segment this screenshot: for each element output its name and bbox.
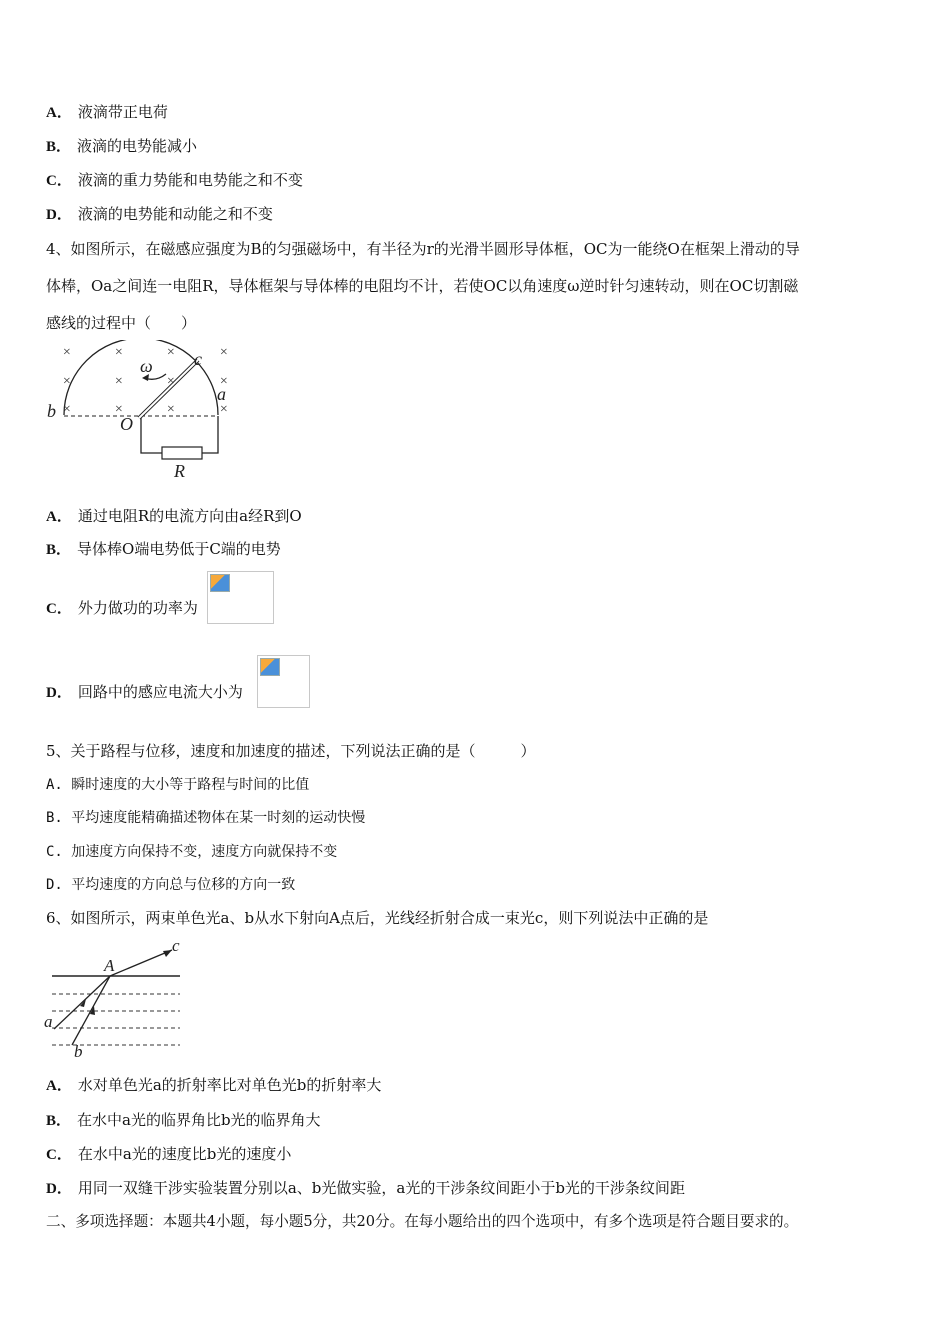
label-b: b: [47, 401, 56, 421]
label-o: O: [120, 414, 133, 434]
option-text: 外力做功的功率为: [77, 599, 198, 617]
option-text: 瞬时速度的大小等于路程与时间的比值: [71, 777, 310, 793]
cross-1: ×: [62, 345, 72, 360]
label-c: c: [194, 349, 202, 369]
option-text: 回路中的感应电流大小为: [77, 683, 243, 701]
label-c: c: [172, 937, 180, 955]
broken-image-icon: [260, 658, 280, 676]
q6-option-d: [46, 1178, 685, 1199]
cross-9: ×: [62, 402, 72, 417]
label-r: R: [174, 461, 185, 481]
option-letter: C．: [46, 173, 72, 189]
q6-figure: [44, 937, 184, 1062]
option-letter: B．: [46, 1113, 72, 1129]
resistor: [162, 447, 202, 459]
q4-option-d: [46, 682, 243, 703]
cross-2: ×: [114, 345, 124, 360]
cross-10: ×: [114, 402, 124, 417]
option-letter: A.: [46, 777, 63, 793]
ray-c: [110, 950, 172, 976]
option-text: 通过电阻R的电流方向由a经R到O: [77, 507, 302, 525]
option-letter: D．: [46, 207, 72, 223]
q5-option-b: [46, 808, 365, 828]
option-text: 用同一双缝干涉实验装置分别以a、b光做实验，a光的干涉条纹间距小于b光的干涉条纹间距: [77, 1179, 685, 1197]
q4-option-b: [46, 539, 281, 560]
ray-a: [54, 976, 110, 1029]
q3-option-b: [46, 136, 197, 157]
option-letter: D．: [46, 1181, 72, 1197]
option-letter: D．: [46, 685, 72, 701]
q6-option-a: [46, 1075, 381, 1096]
formula-image-c: [207, 571, 274, 624]
option-text: 导体棒O端电势低于C端的电势: [77, 540, 281, 558]
option-text: 在水中a光的临界角比b光的临界角大: [77, 1111, 321, 1129]
option-letter: C．: [46, 601, 72, 617]
option-text: 平均速度的方向总与位移的方向一致: [71, 877, 296, 893]
label-b: b: [74, 1042, 83, 1061]
label-a: a: [44, 1012, 53, 1031]
option-letter: B.: [46, 810, 63, 826]
q4-option-a: [46, 506, 302, 527]
q5-stem: 5、关于路程与位移，速度和加速度的描述，下列说法正确的是（ ）: [46, 742, 536, 760]
option-text: 液滴的重力势能和电势能之和不变: [77, 171, 303, 189]
q4-figure: [44, 340, 244, 485]
formula-image-d: [257, 655, 310, 708]
option-letter: C．: [46, 1147, 72, 1163]
q4-option-c: [46, 598, 198, 619]
q6-stem: 6、如图所示，两束单色光a、b从水下射向A点后，光线经折射合成一束光c，则下列说法中正确的是: [46, 909, 709, 927]
q3-option-c: [46, 170, 303, 191]
section2-heading: 二、多项选择题：本题共4小题，每小题5分，共20分。在每小题给出的四个选项中，有多个选项是符合题目要求的。: [46, 1213, 799, 1230]
q5-option-d: [46, 875, 295, 895]
q6-option-c: [46, 1144, 291, 1165]
option-text: 液滴的电势能和动能之和不变: [77, 205, 273, 223]
option-text: 平均速度能精确描述物体在某一时刻的运动快慢: [71, 810, 366, 826]
option-text: 水对单色光a的折射率比对单色光b的折射率大: [77, 1076, 382, 1094]
q4-stem-line1: 4、如图所示，在磁感应强度为B的匀强磁场中，有半径为r的光滑半圆形导体框，OC为一能绕O在框架上滑动的导: [46, 240, 800, 258]
option-letter: A．: [46, 1078, 72, 1094]
option-letter: B．: [46, 139, 72, 155]
q6-option-b: [46, 1110, 321, 1131]
cross-7: ×: [166, 374, 176, 389]
cross-4: ×: [219, 345, 229, 360]
option-letter: C.: [46, 844, 63, 860]
cross-8: ×: [219, 374, 229, 389]
label-omega: ω: [140, 356, 153, 376]
q5-option-a: [46, 775, 309, 795]
option-letter: A．: [46, 509, 72, 525]
option-letter: A．: [46, 105, 72, 121]
option-text: 在水中a光的速度比b光的速度小: [77, 1145, 292, 1163]
option-text: 加速度方向保持不变，速度方向就保持不变: [71, 844, 338, 860]
cross-5: ×: [62, 374, 72, 389]
cross-3: ×: [166, 345, 176, 360]
q3-option-a: [46, 102, 168, 123]
label-a: a: [217, 384, 226, 404]
cross-12: ×: [219, 402, 229, 417]
q4-stem-line3: 感线的过程中（ ）: [46, 314, 197, 332]
q4-stem-line2: 体棒，Oa之间连一电阻R，导体框架与导体棒的电阻均不计，若使OC以角速度ω逆时针匀速转动，则在OC切割磁: [46, 277, 799, 295]
option-text: 液滴带正电荷: [77, 103, 168, 121]
broken-image-icon: [210, 574, 230, 592]
option-letter: B．: [46, 542, 72, 558]
option-text: 液滴的电势能减小: [77, 137, 198, 155]
label-A: A: [104, 956, 115, 975]
cross-11: ×: [166, 402, 176, 417]
option-letter: D.: [46, 877, 63, 893]
cross-6: ×: [114, 374, 124, 389]
q5-option-c: [46, 842, 337, 862]
q3-option-d: [46, 204, 273, 225]
